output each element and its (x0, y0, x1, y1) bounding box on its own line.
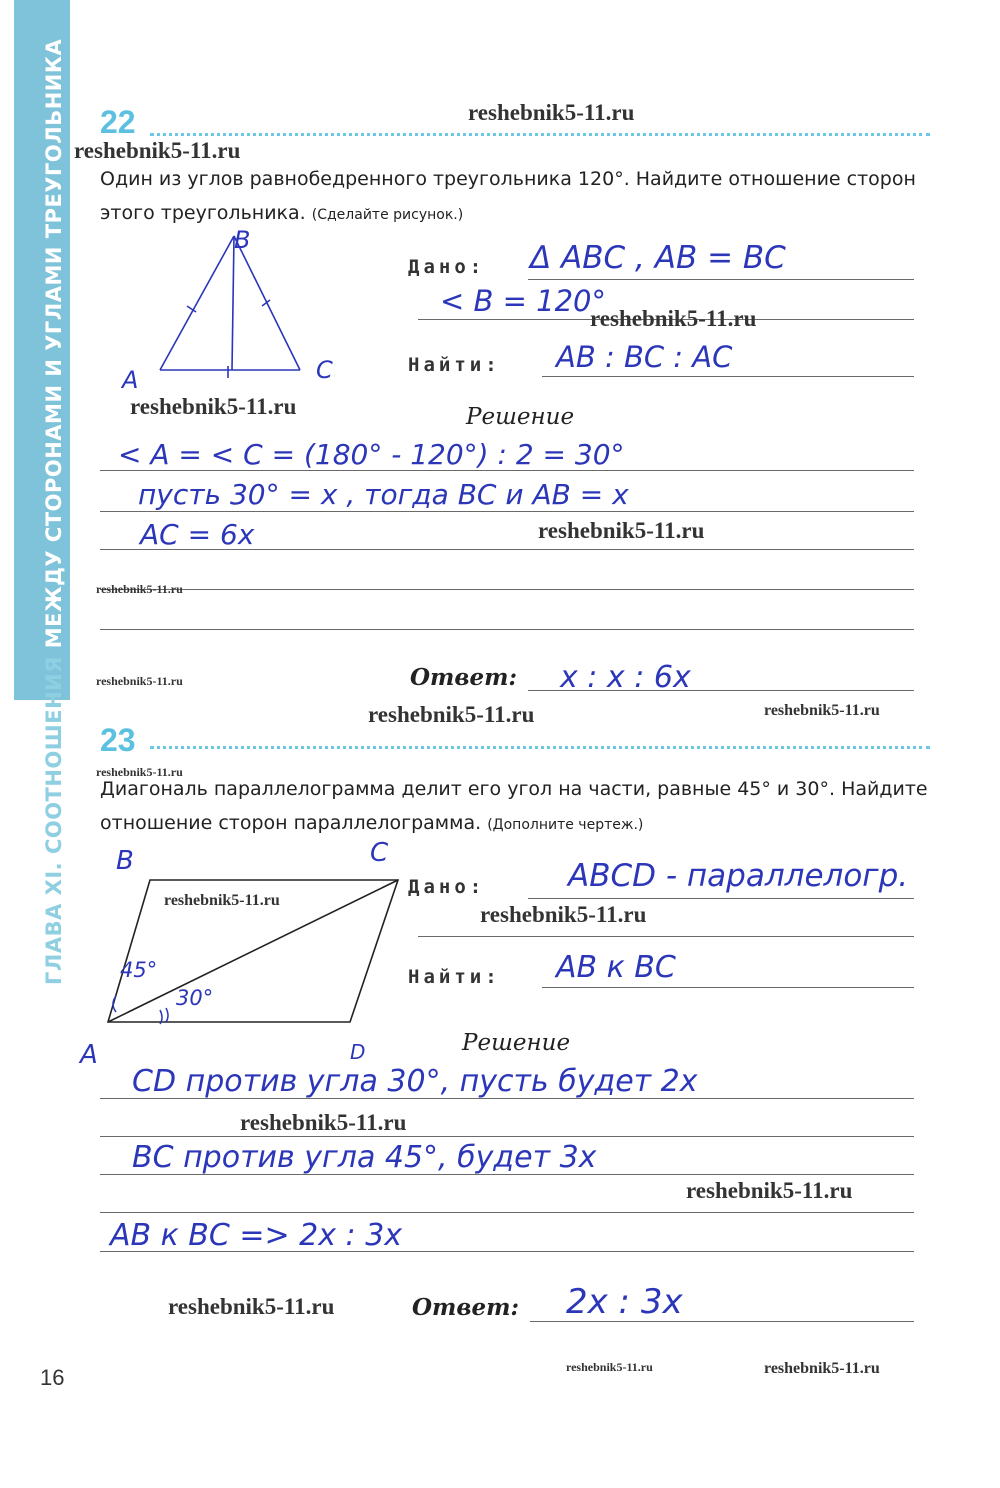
task-22-text (100, 162, 940, 232)
vertex-b-label: B (234, 226, 251, 254)
triangle-figure (160, 236, 300, 378)
page-number: 16 (40, 1365, 65, 1390)
vertex-b-label: B (116, 846, 134, 876)
watermark: reshebnik5-11.ru (764, 702, 880, 719)
watermark: reshebnik5-11.ru (368, 702, 535, 727)
watermark: reshebnik5-11.ru (480, 902, 647, 927)
task-23-given-label: Дано: (408, 876, 486, 898)
task-22-number: 22 (100, 104, 136, 140)
task-23-ruled-line (100, 1174, 914, 1175)
vertex-c-label: C (370, 838, 389, 868)
watermark: reshebnik5-11.ru (468, 100, 635, 125)
task-23-hint: (Дополните чертеж.) (487, 817, 644, 833)
task-22-divider (150, 133, 930, 136)
task-22-solution-line-2: пусть 30° = x , тогда BC и AB = x (138, 478, 629, 511)
task-23-solution-line-2: BC против угла 45°, будет 3x (132, 1140, 597, 1175)
task-22-given-label: Дано: (408, 256, 486, 278)
angle-arc-30-second (166, 1008, 168, 1022)
task-23-question: Диагональ параллелограмма делит его угол на части, равные 45° и 30°. Найдите отношение сторон параллелограмма. (100, 778, 928, 834)
task-22-answer-label: Ответ: (410, 664, 517, 691)
task-22-given-line-1 (528, 279, 914, 280)
watermark: reshebnik5-11.ru (130, 394, 297, 419)
task-22-find-label: Найти: (408, 354, 501, 376)
chapter-label: ГЛАВА XI. СООТНОШЕНИЯ (42, 656, 66, 985)
task-22-ruled-line (100, 589, 914, 590)
task-23-answer-value: 2x : 3x (566, 1282, 683, 1322)
task-23-text (100, 772, 940, 842)
task-22-answer-value: x : x : 6x (560, 660, 691, 695)
vertex-a-label: A (80, 1040, 98, 1070)
vertex-d-label: D (350, 1040, 366, 1064)
task-22-find-line (542, 376, 914, 377)
task-22-ruled-line (100, 511, 914, 512)
task-23-given-value: ABCD - параллелогр. (568, 858, 909, 894)
task-23-find-line (542, 987, 914, 988)
watermark: reshebnik5-11.ru (96, 582, 183, 596)
task-23-number: 23 (100, 722, 136, 758)
task-23-ruled-line (100, 1136, 914, 1137)
task-23-solution-heading: Решение (462, 1030, 571, 1056)
watermark: reshebnik5-11.ru (74, 138, 241, 163)
vertex-a-label: A (122, 366, 139, 394)
task-23-solution-line-1: CD против угла 30°, пусть будет 2x (132, 1064, 698, 1099)
task-23-ruled-line (100, 1098, 914, 1099)
task-22-question: Один из углов равнобедренного треугольника 120°. Найдите отношение сторон этого треугольника. (100, 168, 916, 224)
watermark: reshebnik5-11.ru (96, 765, 183, 779)
task-22-find-value: AB : BC : AC (556, 340, 733, 374)
task-23-divider (150, 746, 930, 749)
triangle-side-ab (160, 236, 234, 370)
task-22-given-2: < B = 120° (440, 284, 606, 318)
task-22-solution-line-1: < A = < C = (180° - 120°) : 2 = 30° (118, 438, 625, 471)
angle-marks (113, 996, 168, 1024)
task-22-ruled-line (100, 629, 914, 630)
triangle-height (232, 236, 234, 370)
chapter-name: МЕЖДУ СТОРОНАМИ И УГЛАМИ ТРЕУГОЛЬНИКА (42, 38, 66, 649)
task-22-given-1: Δ ABC , AB = BC (530, 240, 786, 276)
watermark: reshebnik5-11.ru (764, 1360, 880, 1377)
task-22-ruled-line (100, 549, 914, 550)
watermark: reshebnik5-11.ru (164, 892, 280, 909)
angle-30-label: 30° (176, 986, 214, 1010)
task-23-answer-line (530, 1321, 914, 1322)
watermark: reshebnik5-11.ru (240, 1110, 407, 1135)
task-22-solution-heading: Решение (466, 404, 575, 430)
watermark: reshebnik5-11.ru (538, 518, 705, 543)
watermark: reshebnik5-11.ru (590, 306, 757, 331)
task-22-answer-line (528, 690, 914, 691)
task-23-find-value: AB к BC (556, 950, 676, 985)
watermark: reshebnik5-11.ru (686, 1178, 853, 1203)
task-22-solution-line-3: AC = 6x (140, 518, 255, 551)
task-23-ruled-line (100, 1251, 914, 1252)
watermark: reshebnik5-11.ru (96, 674, 183, 688)
task-23-ruled-line (100, 1212, 914, 1213)
task-23-given-line-2 (418, 936, 914, 937)
watermark: reshebnik5-11.ru (566, 1360, 653, 1374)
task-23-find-label: Найти: (408, 966, 501, 988)
task-22-hint: (Сделайте рисунок.) (311, 207, 464, 223)
vertex-c-label: C (316, 356, 333, 384)
watermark: reshebnik5-11.ru (168, 1294, 335, 1319)
task-23-given-line-1 (528, 898, 914, 899)
task-23-solution-line-3: AB к BC => 2x : 3x (110, 1218, 403, 1253)
task-23-answer-label: Ответ: (412, 1294, 519, 1321)
task-22-ruled-line (100, 470, 914, 471)
angle-45-label: 45° (120, 958, 158, 982)
